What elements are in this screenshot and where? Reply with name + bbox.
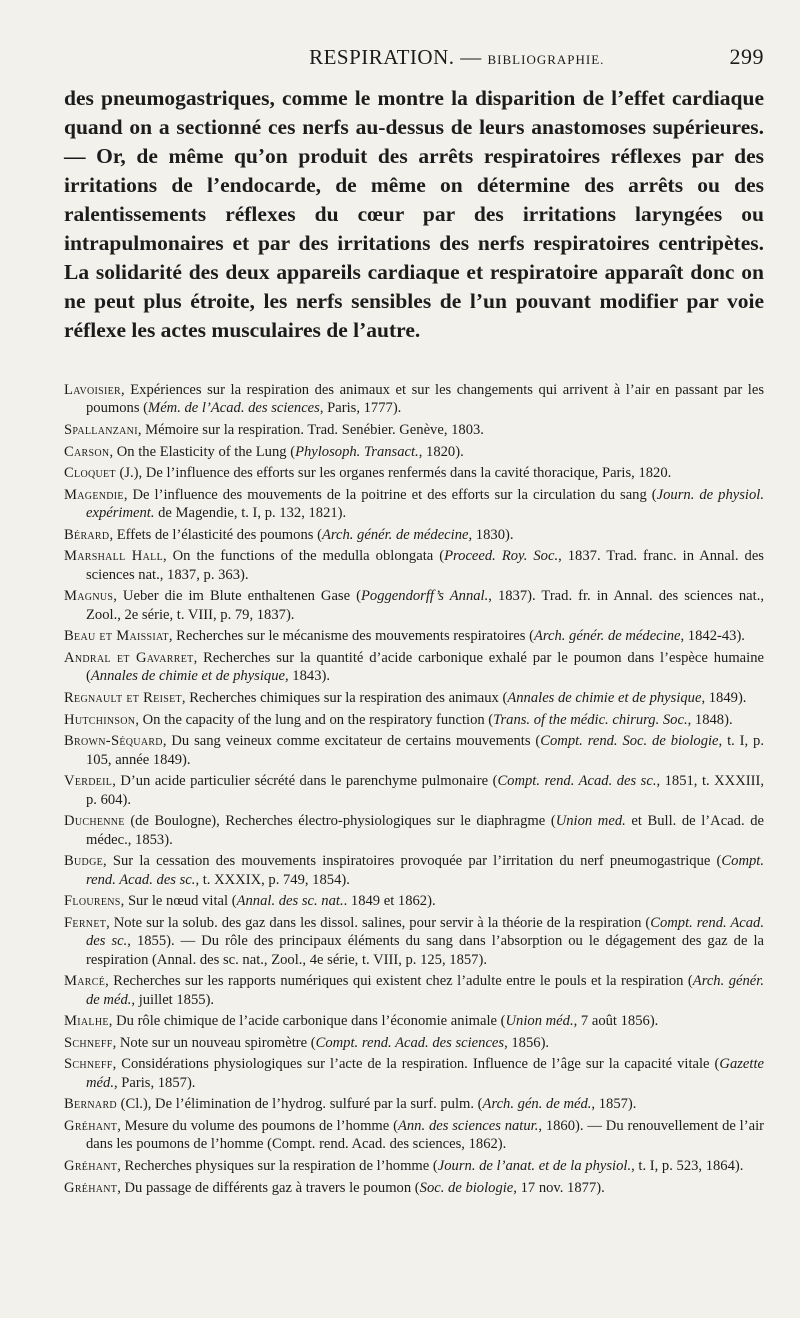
entry-author: Budge — [64, 853, 104, 870]
entry-text-end: . 1849 et 1862). — [343, 893, 436, 910]
bibliography-entry — [64, 421, 764, 439]
entry-text-end: , Paris, 1857). — [113, 1074, 196, 1091]
entry-text-end: , 1857). — [591, 1096, 637, 1113]
entry-text-end: , 1842-43). — [680, 628, 745, 645]
bibliography-entry — [64, 464, 764, 482]
entry-author: Verdeil — [64, 773, 113, 790]
entry-author: Magendie — [64, 486, 124, 503]
entry-source: Annales de chimie et de physique — [507, 689, 702, 706]
entry-author: Lavoisier — [64, 382, 121, 398]
bibliography-entry — [64, 526, 764, 544]
bibliography-entry — [64, 711, 764, 729]
entry-source: Soc. de biologie — [419, 1179, 514, 1196]
bibliography-entry — [64, 914, 764, 969]
entry-author: Schneff — [64, 1034, 113, 1051]
entry-source: Compt. rend. Acad. des sc. — [86, 914, 764, 950]
entry-text: , Mémoire sur la respiration. Trad. Senébier. Genève, 1803. — [137, 422, 484, 438]
entry-author: Gréhant — [64, 1157, 118, 1174]
entry-text-end: , 1856). — [504, 1034, 550, 1051]
bibliography-entry — [64, 1012, 764, 1030]
entry-text: , Considérations physiologiques sur l’acte de la respiration. Influence de l’âge sur la capacité vitale ( — [112, 1056, 720, 1073]
entry-text-end: , 1851, t. XXXIII, p. 604). — [86, 773, 764, 808]
entry-text-end: , Paris, 1777). — [319, 400, 402, 417]
entry-author: Hutchinson — [64, 711, 136, 728]
entry-text-end: , 1855). — Du rôle des principaux éléments du sang dans l’absorption ou le dégagement des gaz de la respiration (Annal. des sc. nat., Zool., 4e série, t. VIII, p. 125, 1857). — [86, 933, 764, 968]
page-number: 299 — [729, 44, 764, 69]
entry-text-end: , 7 août 1856). — [573, 1013, 659, 1030]
bibliography-entry — [64, 486, 764, 523]
entry-source: Journ. de physiol. expériment. — [86, 486, 764, 522]
entry-source: Arch. gén. de méd. — [482, 1096, 592, 1113]
entry-text: , Effets de l’élasticité des poumons ( — [109, 526, 322, 543]
entry-text-end: , 1843). — [285, 668, 330, 685]
bibliography-list — [64, 381, 764, 1197]
entry-source: Gazette méd. — [86, 1056, 764, 1091]
entry-author: Gréhant — [64, 1179, 118, 1196]
entry-text: , Sur le nœud vital ( — [120, 893, 237, 910]
entry-text: , Recherches sur le mécanisme des mouvements respiratoires ( — [168, 628, 534, 645]
entry-author: Magnus — [64, 588, 114, 605]
body-paragraph: des pneumogastriques, comme le montre la disparition de l’effet cardiaque quand on a sectionné ces nerfs au-dessus de leurs anastomoses supérieures. — Or, de même qu’on produit des arrêts respiratoires réflexes par des irritations de l’endocarde, de même on détermine des arrêts ou des ralentissements réflexes du cœur par des irritations laryngées ou intrapulmonaires et par des irritations des nerfs respiratoires centripètes. La solidarité des deux appareils cardiaque et respiratoire apparaît donc on ne peut plus étroite, les nerfs sensibles de l’un pouvant modifier par voie réflexe les actes musculaires de l’autre. — [64, 86, 764, 342]
entry-text: , On the Elasticity of the Lung ( — [109, 443, 296, 460]
entry-author: Brown-Séquard — [64, 733, 163, 750]
entry-text: , Du passage de différents gaz à travers le poumon ( — [117, 1179, 420, 1196]
entry-text-end: , juillet 1855). — [131, 991, 215, 1008]
entry-author: Carson — [64, 443, 110, 460]
entry-text: , Recherches physiques sur la respiration de l’homme ( — [117, 1157, 438, 1174]
bibliography-entry — [64, 381, 764, 418]
bibliography-entry — [64, 732, 764, 769]
entry-author: Andral et Gavarret — [64, 649, 194, 666]
entry-text-end: , 1837). Trad. fr. in Annal. des sciences nat., Zool., 2e série, t. VIII, p. 79, 1837). — [86, 588, 764, 623]
entry-text-end: , 1848). — [687, 711, 733, 728]
entry-text: , Recherches chimiques sur la respiration des animaux ( — [181, 689, 508, 706]
bibliography-entry — [64, 1034, 764, 1052]
entry-source: Arch. génér. de médecine — [533, 628, 681, 645]
running-subtitle: BIBLIOGRAPHIE. — [487, 52, 605, 67]
header-dash: — — [454, 45, 488, 69]
entry-source: Arch. génér. de méd. — [86, 973, 764, 1008]
entry-author: Bernard — [64, 1096, 117, 1113]
entry-source: Poggendorff’s Annal. — [361, 588, 489, 605]
entry-text: , Note sur un nouveau spiromètre ( — [112, 1034, 316, 1051]
entry-text-end: , t. I, p. 523, 1864). — [631, 1157, 744, 1174]
entry-text-end: , 17 nov. 1877). — [513, 1179, 605, 1196]
entry-author: Schneff — [64, 1056, 113, 1073]
bibliography-entry — [64, 649, 764, 686]
entry-source: Phylosoph. Transact. — [295, 443, 419, 460]
entry-author: Duchenne — [64, 813, 125, 830]
entry-author: Bérard — [64, 526, 110, 543]
entry-text: (Cl.), De l’élimination de l’hydrog. sulfuré par la surf. pulm. ( — [116, 1096, 483, 1113]
entry-source: Mém. de l’Acad. des sciences — [148, 400, 320, 417]
entry-text: , Expériences sur la respiration des animaux et sur les changements qui arrivent à l’air en passant par les poumons ( — [86, 382, 764, 417]
entry-author: Fernet — [64, 914, 107, 931]
running-title: RESPIRATION. — [309, 45, 455, 69]
entry-source: Compt. rend. Soc. de biologie — [540, 733, 719, 750]
entry-source: Annales de chimie et de physique — [90, 668, 285, 685]
running-title-group — [64, 45, 730, 70]
entry-author: Flourens — [64, 893, 121, 910]
entry-text-end: , 1830). — [468, 526, 514, 543]
entry-text: (J.), De l’influence des efforts sur les organes renfermés dans la cavité thoracique, Paris, 1820. — [115, 465, 672, 482]
entry-author: Mialhe — [64, 1013, 109, 1030]
entry-text: , De l’influence des mouvements de la poitrine et des efforts sur la circulation du sang ( — [123, 486, 657, 503]
bibliography-entry — [64, 443, 764, 461]
entry-author: Marcé — [64, 973, 106, 990]
entry-author: Cloquet — [64, 465, 116, 482]
entry-source: Compt. rend. Acad. des sciences — [315, 1034, 505, 1051]
entry-source: Proceed. Roy. Soc. — [444, 548, 559, 565]
bibliography-entry — [64, 1179, 764, 1197]
bibliography-entry — [64, 587, 764, 624]
entry-source: Trans. of the médic. chirurg. Soc. — [493, 711, 688, 728]
entry-text-end: et Bull. de l’Acad. de médec., 1853). — [86, 813, 764, 848]
entry-source: Ann. des sciences natur. — [397, 1117, 539, 1134]
entry-text: , D’un acide particulier sécrété dans le parenchyme pulmonaire ( — [112, 773, 498, 790]
entry-text-end: , 1837. Trad. franc. in Annal. des sciences nat., 1837, p. 363). — [86, 548, 764, 583]
bibliography-entry — [64, 627, 764, 645]
entry-source: Union méd. — [505, 1013, 574, 1030]
entry-source: Annal. des sc. nat. — [236, 893, 344, 910]
bibliography-entry — [64, 772, 764, 809]
entry-text-end: , 1860). — Du renouvellement de l’air dans les poumons de l’homme (Compt. rend. Acad. des sciences, 1862). — [86, 1117, 764, 1153]
bibliography-entry — [64, 1095, 764, 1113]
bibliography-entry — [64, 1055, 764, 1092]
entry-text-end: , 1820). — [418, 443, 464, 460]
entry-source: Compt. rend. Acad. des sc. — [86, 853, 764, 888]
bibliography-entry — [64, 812, 764, 849]
entry-text: , Recherches sur les rapports numériques qui existent chez l’adulte entre le pouls et la respiration ( — [105, 973, 693, 990]
bibliography-entry — [64, 972, 764, 1009]
entry-text-end: , 1849). — [701, 689, 747, 706]
bibliography-entry — [64, 547, 764, 584]
entry-author: Gréhant — [64, 1117, 118, 1134]
entry-text: , Sur la cessation des mouvements inspiratoires provoquée par l’irritation du nerf pneumogastrique ( — [103, 853, 722, 870]
entry-text: , Ueber die im Blute enthaltenen Gase ( — [113, 588, 361, 605]
bibliography-entry — [64, 852, 764, 889]
entry-text: , Du rôle chimique de l’acide carbonique dans l’économie animale ( — [108, 1013, 506, 1030]
entry-source: Union med. — [555, 813, 626, 830]
bibliography-entry — [64, 1117, 764, 1154]
entry-source: Compt. rend. Acad. des sc. — [497, 773, 657, 790]
entry-text: , Du sang veineux comme excitateur de certains mouvements ( — [162, 733, 541, 750]
entry-author: Regnault et Reiset — [64, 689, 182, 706]
entry-author: Beau et Maissiat — [64, 628, 169, 645]
entry-text: , On the functions of the medulla oblongata ( — [162, 548, 445, 565]
body-text — [64, 84, 764, 345]
bibliography-entry — [64, 689, 764, 707]
entry-text: , On the capacity of the lung and on the respiratory function ( — [135, 711, 494, 728]
bibliography-entry — [64, 1157, 764, 1175]
entry-author: Marshall Hall — [64, 548, 163, 565]
entry-text: , Recherches sur la quantité d’acide carbonique exhalé par le poumon dans l’espèce humaine ( — [86, 649, 764, 685]
entry-text-end: , t. I, p. 105, année 1849). — [86, 733, 764, 768]
bibliography-entry — [64, 892, 764, 910]
entry-text: , Mesure du volume des poumons de l’homme ( — [117, 1117, 398, 1134]
entry-text: (de Boulogne), Recherches électro-physiologiques sur le diaphragme ( — [124, 813, 556, 830]
entry-text-end: , t. XXXIX, p. 749, 1854). — [195, 871, 350, 888]
running-header — [64, 44, 764, 76]
entry-source: Arch. génér. de médecine — [321, 526, 469, 543]
entry-text-end: de Magendie, t. I, p. 132, 1821). — [154, 505, 347, 522]
entry-author: Spallanzani — [64, 422, 138, 438]
entry-text: , Note sur la solub. des gaz dans les dissol. salines, pour servir à la théorie de la respiration ( — [106, 914, 651, 931]
entry-source: Journ. de l’anat. et de la physiol. — [437, 1157, 632, 1174]
